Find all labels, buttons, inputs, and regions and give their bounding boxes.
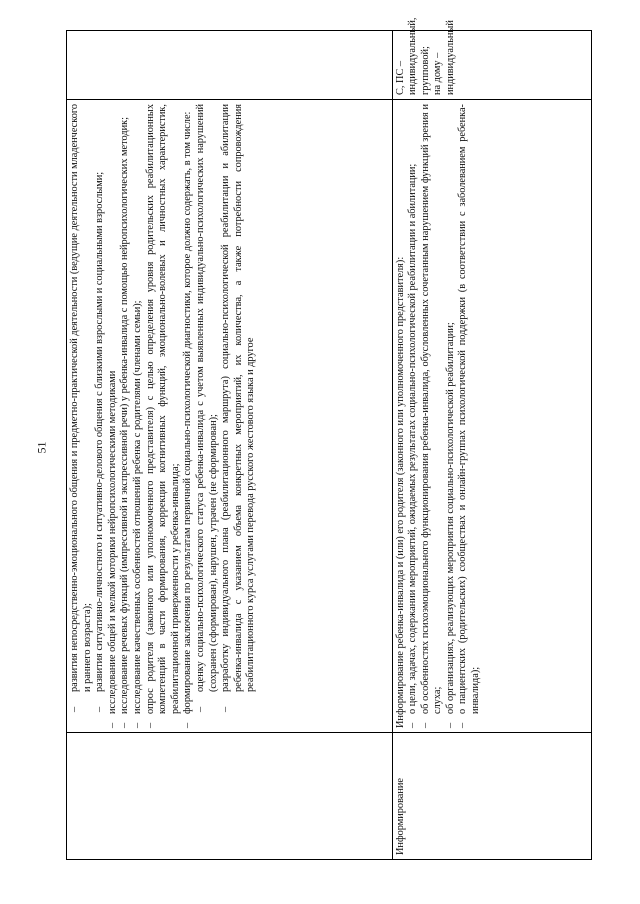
table-row	[67, 31, 393, 860]
content-cell	[67, 100, 393, 733]
list-item: – опрос родителя (законного или уполномоченного представителя) с целью определения уровня родительских реабилитационных компетенций в части формирования, коррекции когнитивных функций, эмоционально-волевых и личностных характеристик, реабилитационной приверженности у ребенка-инвалида;	[144, 104, 181, 728]
form-line: на дому –	[432, 52, 444, 95]
list-item: – разработку индивидуального плана (реабилитационного маршрута) социально-психологической реабилитации и абилитации ребенка-инвалида с указанием объема конкретных мероприятий, их количества, а также потребности сопровождения реабилитационного курса услугами перевода русского жестового языка и другое	[220, 104, 257, 712]
intro-text: Информирование ребенка-инвалида и (или) его родителя (законного или уполномоченного представителя):	[394, 256, 406, 728]
section-cell: Информирование	[392, 733, 592, 860]
list-item: – об особенностях психоэмоционального функционирования ребенка-инвалида, обусловленных сочетанным нарушением функций зрения и слуха;	[419, 104, 444, 728]
rotated-table-region	[66, 17, 592, 860]
form-cell	[67, 31, 393, 100]
list-item: – формирование заключения по результатам первичной социально-психологической диагностики, которое должно содержать, в том числе:	[182, 111, 194, 728]
form-cell	[392, 17, 592, 100]
list-item: – об организациях, реализующих мероприятия социально-психологической реабилитации;	[444, 322, 456, 728]
form-line: групповой;	[419, 46, 431, 95]
content-cell	[392, 100, 592, 733]
list-item: – о пациентских (родительских) сообществах и онлайн-группах психологической поддержки (в соответствии с заболеванием ребенка-инвалида);	[457, 104, 482, 728]
section-cell	[67, 733, 393, 860]
form-line: С, ПС –	[394, 60, 406, 95]
list-item: – исследование качественных особенностей отношений ребенка с родителями (членами семьи);	[131, 300, 143, 728]
form-line: индивидуальный	[444, 20, 456, 95]
list-item: – оценку социально-психологического статуса ребенка-инвалида с учетом выявленных индивидуально-психологических нарушений (сохранен (сформирован), нарушен, утрачен (не сформирован);	[194, 104, 219, 712]
rehabilitation-table	[66, 17, 592, 860]
list-item: – развития ситуативно-личностного и ситуативно-делового общения с близкими взрослыми и социальными взрослыми;	[94, 171, 106, 712]
table-row	[392, 31, 592, 860]
list-item: – развития непосредственно-эмоционального общения и предметно-практической деятельности (ведущие деятельности младенческого и раннего возраста);	[69, 104, 93, 712]
list-item: – исследование речевых функций (импрессивной и экспрессивной речи) у ребенка-инвалида с помощью нейропсихологических методик;	[119, 117, 131, 728]
list-item: – исследование общей и мелкой моторики нейропсихологическими методиками	[106, 370, 118, 728]
list-item: – о цели, задачах, содержании мероприятий, ожидаемых результатах социально-психологической реабилитации и абилитации;	[407, 163, 419, 728]
form-line: индивидуальный,	[407, 17, 419, 95]
page-number: 51	[34, 441, 49, 454]
